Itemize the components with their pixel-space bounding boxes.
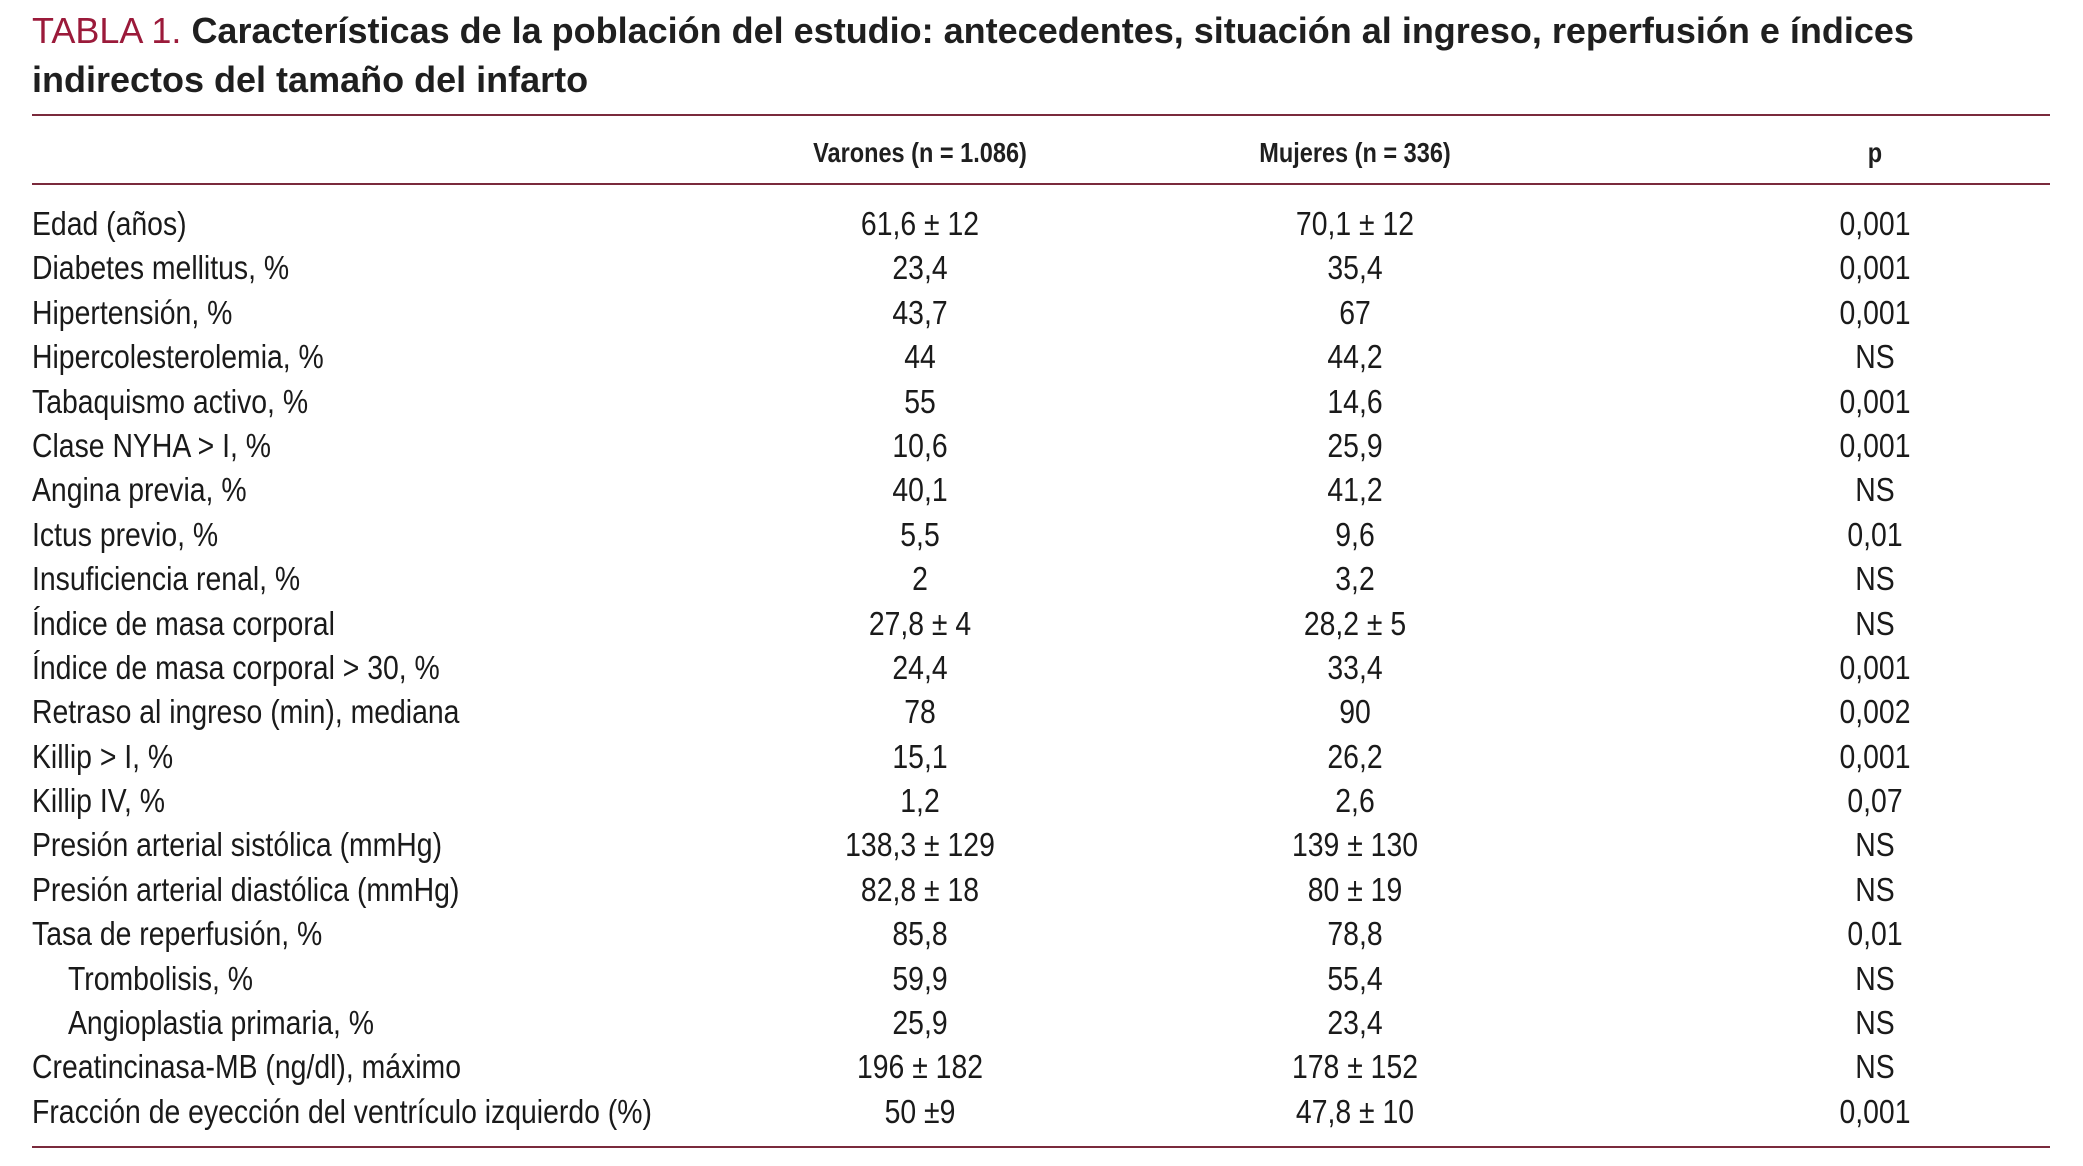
table-row	[0, 690, 2083, 734]
cell-p-value: NS	[1855, 471, 1895, 509]
cell-men: 78	[904, 693, 936, 731]
table-row	[0, 1045, 2083, 1089]
table-caption: Características de la población del estudio: antecedentes, situación al ingreso, reperfusión e índices indirectos del tamaño del infarto	[32, 10, 1914, 100]
cell-men: 82,8 ± 18	[860, 870, 980, 908]
cell-men: 44	[904, 338, 936, 376]
row-label: Edad (años)	[32, 205, 187, 242]
row-label: Presión arterial sistólica (mmHg)	[32, 826, 443, 864]
cell-p-value: 0,001	[1839, 426, 1911, 464]
cell-p-value: NS	[1855, 338, 1895, 376]
table-row	[0, 291, 2083, 335]
cell-men: 138,3 ± 129	[845, 826, 995, 864]
cell-p-value: 0,01	[1847, 515, 1903, 553]
cell-women: 35,4	[1327, 249, 1383, 287]
table-row	[0, 779, 2083, 823]
top-rule	[32, 114, 2050, 116]
cell-women: 25,9	[1327, 426, 1383, 464]
table-row	[0, 468, 2083, 512]
cell-women: 70,1 ± 12	[1295, 205, 1415, 242]
cell-women: 28,2 ± 5	[1303, 604, 1407, 642]
cell-men: 10,6	[892, 426, 948, 464]
cell-men: 50 ±9	[884, 1092, 956, 1130]
row-label: Diabetes mellitus, %	[32, 249, 290, 287]
cell-p-value: NS	[1855, 1004, 1895, 1042]
cell-men: 43,7	[892, 293, 948, 331]
row-label: Retraso al ingreso (min), mediana	[32, 693, 460, 731]
table-label: TABLA 1.	[32, 10, 182, 51]
cell-women: 139 ± 130	[1291, 826, 1419, 864]
cell-men: 15,1	[892, 737, 948, 775]
table-body	[0, 202, 2083, 1134]
cell-p-value: 0,001	[1839, 737, 1911, 775]
row-label: Fracción de eyección del ventrículo izquierdo (%)	[32, 1092, 652, 1130]
table-row	[0, 646, 2083, 690]
row-label: Tabaquismo activo, %	[32, 382, 309, 420]
cell-men: 25,9	[892, 1004, 948, 1042]
cell-men: 61,6 ± 12	[860, 205, 980, 242]
cell-men: 40,1	[892, 471, 948, 509]
cell-men: 24,4	[892, 648, 948, 686]
cell-p-value: 0,01	[1847, 915, 1903, 953]
cell-women: 178 ± 152	[1291, 1048, 1419, 1086]
row-label: Killip > I, %	[32, 737, 174, 775]
cell-men: 23,4	[892, 249, 948, 287]
cell-women: 67	[1339, 293, 1371, 331]
table-title	[32, 6, 2042, 104]
cell-men: 196 ± 182	[856, 1048, 984, 1086]
cell-p-value: 0,001	[1839, 648, 1911, 686]
table-row	[0, 957, 2083, 1001]
row-label: Trombolisis, %	[68, 959, 254, 997]
cell-women: 26,2	[1327, 737, 1383, 775]
table-row	[0, 1090, 2083, 1134]
cell-p-value: NS	[1855, 604, 1895, 642]
row-label: Angioplastia primaria, %	[68, 1004, 375, 1042]
cell-p-value: 0,001	[1839, 293, 1911, 331]
cell-women: 41,2	[1327, 471, 1383, 509]
cell-men: 1,2	[900, 782, 940, 820]
table-row	[0, 868, 2083, 912]
bottom-rule	[32, 1146, 2050, 1148]
cell-women: 33,4	[1327, 648, 1383, 686]
table-row	[0, 1001, 2083, 1045]
cell-women: 9,6	[1335, 515, 1375, 553]
table-row	[0, 823, 2083, 867]
table-row	[0, 380, 2083, 424]
row-label: Clase NYHA > I, %	[32, 426, 271, 464]
cell-p-value: 0,001	[1839, 382, 1911, 420]
row-label: Hipercolesterolemia, %	[32, 338, 324, 376]
cell-women: 14,6	[1327, 382, 1383, 420]
table-row	[0, 912, 2083, 956]
table-row	[0, 735, 2083, 779]
cell-women: 47,8 ± 10	[1295, 1092, 1415, 1130]
cell-women: 90	[1339, 693, 1371, 731]
row-label: Killip IV, %	[32, 782, 166, 820]
row-label: Índice de masa corporal > 30, %	[32, 648, 440, 686]
column-header-p: p	[1867, 137, 1883, 168]
cell-women: 80 ± 19	[1307, 870, 1403, 908]
column-header-men: Varones (n = 1.086)	[813, 137, 1027, 168]
row-label: Ictus previo, %	[32, 515, 219, 553]
column-header-women: Mujeres (n = 336)	[1259, 137, 1451, 168]
table-row	[0, 557, 2083, 601]
row-label: Presión arterial diastólica (mmHg)	[32, 870, 460, 908]
table-row	[0, 246, 2083, 290]
cell-women: 23,4	[1327, 1004, 1383, 1042]
cell-p-value: NS	[1855, 560, 1895, 598]
row-label: Angina previa, %	[32, 471, 247, 509]
cell-p-value: 0,002	[1839, 693, 1911, 731]
table-row	[0, 424, 2083, 468]
cell-p-value: NS	[1855, 870, 1895, 908]
row-label: Índice de masa corporal	[32, 604, 335, 642]
cell-p-value: NS	[1855, 1048, 1895, 1086]
cell-p-value: 0,001	[1839, 1092, 1911, 1130]
cell-women: 2,6	[1335, 782, 1375, 820]
cell-women: 78,8	[1327, 915, 1383, 953]
cell-p-value: NS	[1855, 959, 1895, 997]
cell-men: 55	[904, 382, 936, 420]
table-row	[0, 335, 2083, 379]
table-row	[0, 513, 2083, 557]
cell-p-value: 0,07	[1847, 782, 1903, 820]
cell-men: 27,8 ± 4	[868, 604, 972, 642]
cell-women: 3,2	[1335, 560, 1375, 598]
cell-p-value: 0,001	[1839, 249, 1911, 287]
row-label: Tasa de reperfusión, %	[32, 915, 323, 953]
row-label: Hipertensión, %	[32, 293, 233, 331]
cell-men: 2	[912, 560, 928, 598]
cell-men: 5,5	[900, 515, 940, 553]
cell-women: 55,4	[1327, 959, 1383, 997]
table-row	[0, 602, 2083, 646]
cell-p-value: 0,001	[1839, 205, 1911, 242]
cell-p-value: NS	[1855, 826, 1895, 864]
header-rule	[32, 183, 2050, 185]
row-label: Creatincinasa-MB (ng/dl), máximo	[32, 1048, 461, 1086]
cell-men: 59,9	[892, 959, 948, 997]
table-row	[0, 202, 2083, 246]
cell-women: 44,2	[1327, 338, 1383, 376]
row-label: Insuficiencia renal, %	[32, 560, 301, 598]
cell-men: 85,8	[892, 915, 948, 953]
